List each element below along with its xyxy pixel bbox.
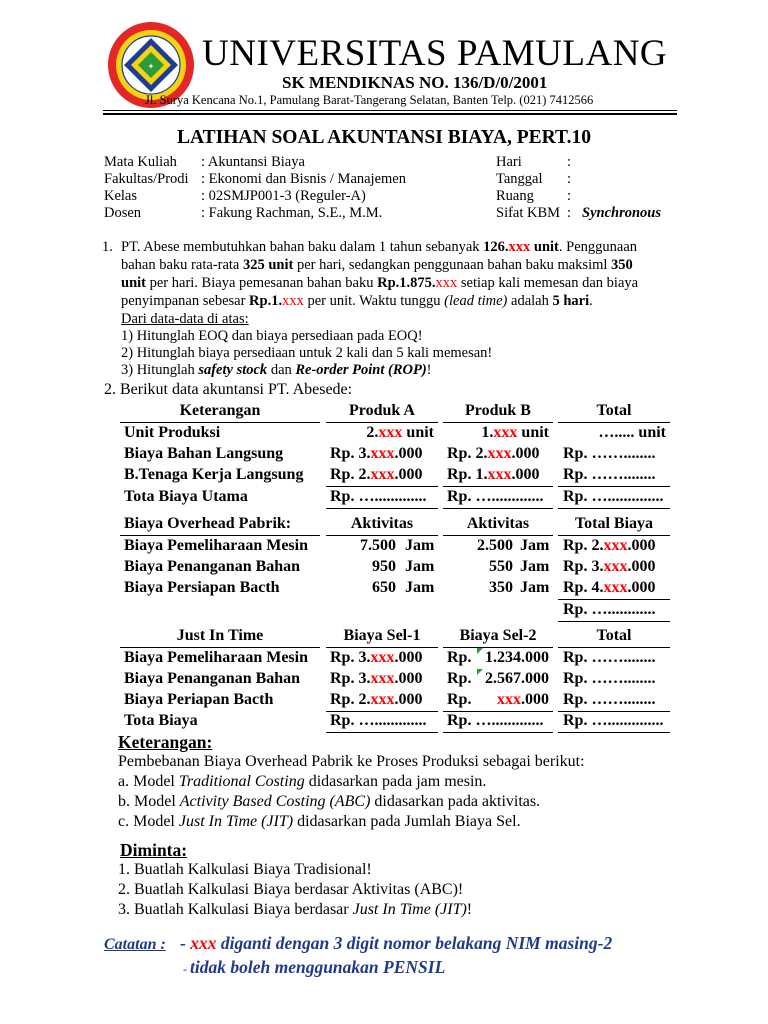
- placeholder-xxx: xxx: [508, 239, 531, 255]
- text: -: [180, 933, 191, 953]
- info-label: Kelas: [104, 188, 138, 204]
- sk-number: SK MENDIKNAS NO. 136/D/0/2001: [282, 73, 548, 92]
- text: 5 hari: [552, 293, 590, 309]
- t1-row-label: Unit Produksi: [124, 424, 221, 441]
- t3-cell-sel-2-prefix: Rp.: [447, 691, 472, 708]
- placeholder-xxx: xxx: [603, 558, 628, 575]
- t1-cell-a: [330, 466, 422, 484]
- q1-line-5: Dari data-data di atas:: [121, 311, 249, 327]
- t3-cell-total: Rp. ……........: [563, 670, 656, 687]
- t3-row-label: Tota Biaya: [124, 712, 198, 729]
- text: Rp.1.875.: [377, 275, 436, 291]
- text: .000: [627, 579, 656, 596]
- info-label: Tanggal: [496, 171, 543, 187]
- t1-header-produk-a: Produk A: [349, 402, 415, 419]
- text: Re-order Point (ROP): [295, 362, 427, 378]
- info-value: : 02SMJP001-3 (Reguler-A): [201, 188, 366, 204]
- t2-underline: [326, 535, 438, 536]
- t3-cell-sel-2-prefix: Rp.: [447, 649, 472, 666]
- text: bahan baku rata-rata: [121, 257, 243, 273]
- info-value: : Akuntansi Biaya: [201, 154, 305, 170]
- q1-line-4: [121, 292, 593, 310]
- text: .000: [521, 691, 549, 708]
- t3-cell-sel-2-value: [470, 670, 549, 688]
- q1-line-3: [121, 274, 638, 292]
- text: 1.: [481, 424, 494, 441]
- t1-header-keterangan: Keterangan: [179, 402, 261, 419]
- placeholder-xxx: xxx: [370, 649, 395, 666]
- text: Just In Time (JIT): [352, 901, 467, 918]
- placeholder-xxx: xxx: [497, 691, 521, 708]
- svg-text:✦: ✦: [147, 62, 155, 71]
- q1-line-8: [121, 361, 432, 379]
- text: (lead time): [444, 293, 508, 309]
- keterangan-item-a: [118, 773, 486, 791]
- t2-cell-b-unit: Jam: [520, 579, 550, 596]
- t2-cell-total: [563, 558, 655, 576]
- q2-intro: 2. Berikut data akuntansi PT. Abesede:: [104, 381, 353, 398]
- t3-cell-sel-2-value: [470, 691, 549, 709]
- info-label: Mata Kuliah: [104, 154, 177, 170]
- t1-cell-b: Rp. ….............: [447, 488, 544, 505]
- text: Rp. 3.: [330, 445, 371, 462]
- info-value: : Ekonomi dan Bisnis / Manajemen: [201, 171, 406, 187]
- q1-line-7: 2) Hitunglah biaya persediaan untuk 2 kali dan 5 kali memesan!: [121, 345, 493, 361]
- t3-row-label: Biaya Pemeliharaan Mesin: [124, 649, 308, 666]
- t1-row-label: Biaya Bahan Langsung: [124, 445, 284, 462]
- t1-cell-total: Rp. …..............: [563, 488, 664, 505]
- t3-cell-sel-2: Rp. ….............: [447, 712, 544, 729]
- placeholder-xxx: xxx: [282, 293, 304, 309]
- t3-cell-total: Rp. ……........: [563, 691, 656, 708]
- t3-total-line: [558, 732, 670, 733]
- info-colon: :: [567, 171, 572, 187]
- t3-underline: [326, 647, 438, 648]
- text: .000: [394, 670, 423, 687]
- t1-row-label: B.Tenaga Kerja Langsung: [124, 466, 304, 483]
- t1-cell-a: [326, 424, 434, 442]
- placeholder-xxx: xxx: [370, 691, 395, 708]
- t1-header-total: Total: [596, 402, 632, 419]
- text: dan: [267, 362, 296, 378]
- t1-cell-a: [330, 445, 422, 463]
- sifat-kbm-value: Synchronous: [582, 205, 661, 221]
- t1-underline: [120, 422, 320, 423]
- catatan-line-2: [183, 957, 445, 978]
- keterangan-item-c: [118, 813, 521, 831]
- text: adalah: [507, 293, 553, 309]
- t2-underline: [120, 535, 320, 536]
- text: unit: [402, 424, 434, 441]
- text: Traditional Costing: [178, 773, 305, 790]
- text: .000: [394, 466, 423, 483]
- t2-cell-a-value: 650: [372, 579, 396, 596]
- placeholder-xxx: xxx: [370, 445, 395, 462]
- text: 3. Buatlah Kalkulasi Biaya berdasar: [118, 901, 353, 918]
- t2-total-line: [558, 621, 670, 622]
- placeholder-xxx: xxx: [603, 537, 628, 554]
- info-colons-right: [567, 154, 571, 222]
- t2-underline: [443, 535, 553, 536]
- t3-cell-total: Rp. …..............: [563, 712, 664, 729]
- t1-sum-line: [443, 486, 553, 487]
- text: per hari, sedangkan penggunaan bahan baku maksiml: [293, 257, 612, 273]
- t1-underline: [558, 422, 670, 423]
- t3-underline: [120, 647, 320, 648]
- info-labels-left: [104, 154, 189, 222]
- t3-row-label: Biaya Penanganan Bahan: [124, 670, 301, 687]
- text: unit: [530, 239, 559, 255]
- text: didasarkan pada jam mesin.: [304, 773, 487, 790]
- text: 325 unit: [242, 257, 294, 273]
- t2-cell-b-unit: Jam: [520, 558, 550, 575]
- placeholder-xxx: xxx: [190, 933, 217, 953]
- text: Rp. 3.: [330, 670, 371, 687]
- info-colon: :: [567, 154, 572, 170]
- t2-sum-line: [558, 599, 670, 600]
- t2-cell-b-value: 2.500: [477, 537, 513, 554]
- t2-total: Rp. …............: [563, 601, 656, 618]
- text: .000: [394, 649, 423, 666]
- t3-underline: [558, 647, 670, 648]
- text: 350: [611, 257, 633, 273]
- q1-number: 1.: [102, 239, 113, 255]
- placeholder-xxx: xxx: [435, 275, 458, 291]
- page-title: LATIHAN SOAL AKUNTANSI BIAYA, PERT.10: [177, 127, 591, 148]
- t1-cell-total: Rp. ……........: [563, 466, 656, 483]
- text: penyimpanan sebesar: [121, 293, 250, 309]
- text: Just In Time (JIT): [178, 813, 294, 830]
- t1-cell-total: Rp. ……........: [563, 445, 656, 462]
- diminta-item-2: 2. Buatlah Kalkulasi Biaya berdasar Aktivitas (ABC)!: [118, 881, 464, 898]
- t3-total-line: [326, 732, 438, 733]
- t3-row-label: Biaya Periapan Bacth: [124, 691, 274, 708]
- t3-cell-sel-1: Rp. ….............: [330, 712, 427, 729]
- t2-cell-a-unit: Jam: [405, 558, 435, 575]
- t2-cell-a-unit: Jam: [405, 537, 435, 554]
- catatan-line-1: [180, 933, 612, 954]
- t2-header-aktivitas-b: Aktivitas: [466, 515, 530, 532]
- t3-total-line: [443, 732, 553, 733]
- info-values-left: [201, 154, 406, 222]
- text: Rp. 2.: [330, 466, 371, 483]
- keterangan-item-b: [118, 793, 540, 811]
- text: didasarkan pada aktivitas.: [370, 793, 541, 810]
- info-labels-right: [496, 154, 560, 222]
- t2-header-label: Biaya Overhead Pabrik:: [124, 515, 292, 532]
- t1-underline: [326, 422, 438, 423]
- placeholder-xxx: xxx: [487, 445, 512, 462]
- text: Rp.1.: [249, 293, 283, 309]
- diminta-item-1: 1. Buatlah Kalkulasi Biaya Tradisional!: [118, 861, 372, 878]
- text: .000: [627, 558, 656, 575]
- t2-cell-a-value: 950: [372, 558, 396, 575]
- t1-total-line: [326, 508, 438, 509]
- text: . Penggunaan: [558, 239, 638, 255]
- t3-cell-total: Rp. ……........: [563, 649, 656, 666]
- text: 2.567.000: [485, 670, 549, 687]
- text: 3) Hitunglah: [121, 362, 199, 378]
- t1-sum-line: [326, 486, 438, 487]
- t1-underline: [443, 422, 553, 423]
- text: unit: [121, 275, 146, 291]
- text: c. Model: [118, 813, 179, 830]
- placeholder-xxx: xxx: [378, 424, 403, 441]
- placeholder-xxx: xxx: [493, 424, 518, 441]
- t2-cell-b-unit: Jam: [520, 537, 550, 554]
- t3-cell-sel-2-value: [470, 649, 549, 667]
- text: tidak boleh menggunakan PENSIL: [190, 957, 446, 977]
- text: unit: [517, 424, 549, 441]
- text: Rp. 2.: [563, 537, 604, 554]
- text: .000: [511, 445, 540, 462]
- text: PT. Abese membutuhkan bahan baku dalam 1 tahun sebanyak: [121, 239, 484, 255]
- text: 1.234.000: [485, 649, 549, 666]
- t2-row-label: Biaya Penanganan Bahan: [124, 558, 301, 575]
- t1-cell-b: [447, 466, 539, 484]
- text: Rp. 1.: [447, 466, 488, 483]
- t2-cell-b-value: 350: [489, 579, 513, 596]
- text: Rp. 3.: [563, 558, 604, 575]
- text: diganti dengan 3 digit nomor belakang NIM masing-2: [216, 933, 613, 953]
- header-divider-2: [103, 113, 677, 115]
- text: Rp. 3.: [330, 649, 371, 666]
- t2-cell-a-unit: Jam: [405, 579, 435, 596]
- t2-cell-a-value: 7.500: [360, 537, 396, 554]
- q1-line-2: [121, 256, 633, 274]
- t3-header-sel-1: Biaya Sel-1: [343, 627, 421, 644]
- q1-line-1: [121, 238, 637, 256]
- text: Activity Based Costing (ABC): [179, 793, 371, 810]
- t2-cell-total: [563, 579, 655, 597]
- t2-row-label: Biaya Persiapan Bacth: [124, 579, 280, 596]
- t1-cell-b: [443, 424, 549, 442]
- t3-header-label: Just In Time: [176, 627, 264, 644]
- t2-cell-b-value: 550: [489, 558, 513, 575]
- t2-underline: [558, 535, 670, 536]
- diminta-item-3: [118, 901, 472, 919]
- t1-cell-a: Rp. ….............: [330, 488, 427, 505]
- t1-cell-total: …..... unit: [598, 424, 666, 441]
- text: .000: [394, 445, 423, 462]
- text: per hari. Biaya pemesanan bahan baku: [146, 275, 378, 291]
- catatan-label: Catatan :: [104, 936, 166, 953]
- info-label: Dosen: [104, 205, 142, 221]
- info-label: Ruang: [496, 188, 534, 204]
- t2-header-total: Total Biaya: [574, 515, 654, 532]
- text: !: [426, 362, 432, 378]
- info-label: Fakultas/Prodi: [104, 171, 189, 187]
- text: .000: [627, 537, 656, 554]
- q1-line-6: 1) Hitunglah EOQ dan biaya persediaan pada EOQ!: [121, 328, 423, 344]
- t2-cell-total: [563, 537, 655, 555]
- text: per unit. Waktu tunggu: [303, 293, 445, 309]
- keterangan-heading: Keterangan:: [118, 732, 213, 752]
- placeholder-xxx: xxx: [603, 579, 628, 596]
- t2-header-aktivitas-a: Aktivitas: [350, 515, 414, 532]
- info-label: Hari: [496, 154, 522, 170]
- placeholder-xxx: xxx: [487, 466, 512, 483]
- keterangan-line: Pembebanan Biaya Overhead Pabrik ke Proses Produksi sebagai berikut:: [118, 753, 585, 770]
- text: 126.: [483, 239, 509, 255]
- text: didasarkan pada Jumlah Biaya Sel.: [293, 813, 521, 830]
- text: .000: [394, 691, 423, 708]
- text: b. Model: [118, 793, 180, 810]
- t1-total-line: [558, 508, 670, 509]
- university-name: UNIVERSITAS PAMULANG: [202, 33, 668, 74]
- text: -: [183, 962, 190, 976]
- t2-row-label: Biaya Pemeliharaan Mesin: [124, 537, 308, 554]
- info-colon: :: [567, 188, 572, 204]
- address: Jl. Surya Kencana No.1, Pamulang Barat-Tangerang Selatan, Banten Telp. (021) 7412566: [145, 93, 594, 107]
- placeholder-xxx: xxx: [370, 670, 395, 687]
- t1-sum-line: [558, 486, 670, 487]
- text: Rp. 2.: [447, 445, 488, 462]
- t1-total-line: [443, 508, 553, 509]
- info-colon: :: [567, 205, 572, 221]
- text: 2.: [366, 424, 379, 441]
- t3-cell-sel-1: [330, 649, 422, 667]
- text: setiap kali memesan dan biaya: [457, 275, 639, 291]
- header-divider: [103, 110, 677, 111]
- t3-header-total: Total: [596, 627, 632, 644]
- t3-underline: [443, 647, 553, 648]
- t1-row-label: Tota Biaya Utama: [124, 488, 248, 505]
- text: safety stock: [198, 362, 268, 378]
- text: !: [466, 901, 473, 918]
- info-label: Sifat KBM: [496, 205, 561, 221]
- t3-header-sel-2: Biaya Sel-2: [459, 627, 537, 644]
- placeholder-xxx: xxx: [370, 466, 395, 483]
- text: Rp. 4.: [563, 579, 604, 596]
- t1-header-produk-b: Produk B: [465, 402, 531, 419]
- text: Rp. 2.: [330, 691, 371, 708]
- text: .000: [511, 466, 540, 483]
- text: a. Model: [118, 773, 179, 790]
- t3-cell-sel-1: [330, 691, 422, 709]
- t1-cell-b: [447, 445, 539, 463]
- t3-cell-sel-2-prefix: Rp.: [447, 670, 472, 687]
- t3-cell-sel-1: [330, 670, 422, 688]
- text: .: [589, 293, 593, 309]
- info-value: : Fakung Rachman, S.E., M.M.: [201, 205, 383, 221]
- diminta-heading: Diminta:: [120, 840, 188, 860]
